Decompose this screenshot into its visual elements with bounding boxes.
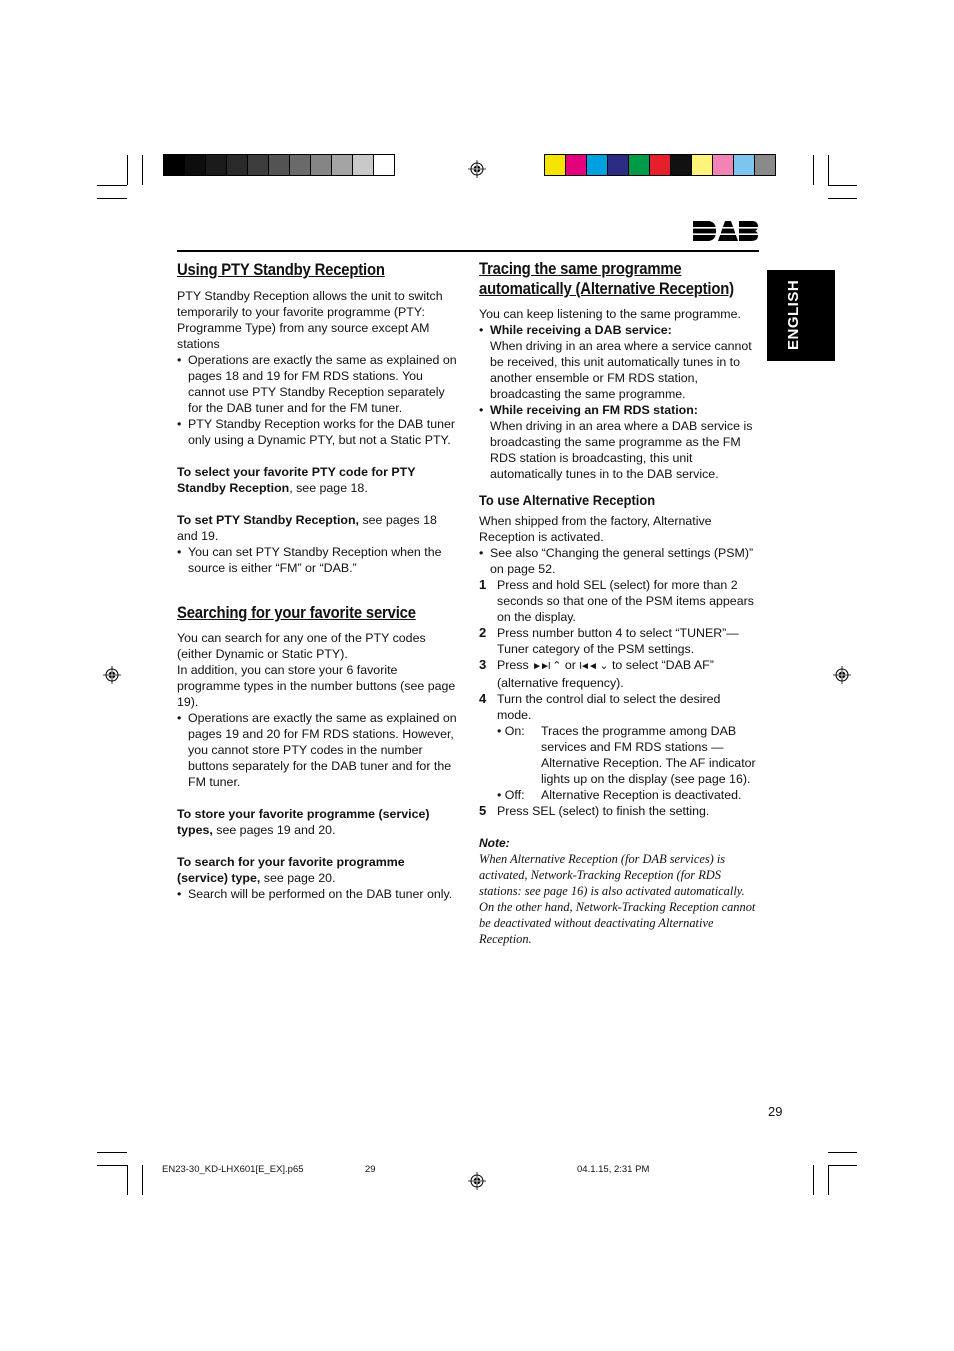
color-swatch (310, 154, 332, 176)
crop-mark (97, 185, 127, 186)
mode-option-off: • Off: Alternative Reception is deactivated. (497, 788, 742, 802)
color-swatch (712, 154, 734, 176)
crop-mark (828, 1165, 857, 1166)
section-title-searching: Searching for your favorite service (177, 604, 416, 622)
instruction: To search for your favorite programme (service) type, see page 20. (177, 855, 405, 885)
color-swatch (184, 154, 206, 176)
subsection-title: To use Alternative Reception (479, 492, 656, 508)
down-chevron-icon: ⌄ (599, 660, 609, 672)
crop-mark (828, 1152, 857, 1153)
paragraph: You can keep listening to the same programme. (479, 307, 741, 321)
note-title: Note: (479, 836, 510, 850)
paragraph: PTY Standby Reception allows the unit to switch temporarily to your favorite programme (PTY: Programme Type) from any source except AM stations (177, 289, 443, 351)
section-title-pty-standby: Using PTY Standby Reception (177, 261, 385, 279)
crop-mark (97, 1152, 127, 1153)
color-swatch (670, 154, 692, 176)
instruction: To store your favorite programme (service) types, see pages 19 and 20. (177, 807, 430, 837)
note-text: When Alternative Reception (for DAB services) is activated, Network-Tracking Reception (for RDS stations: see page 16) is also activated automatically. On the other hand, Network-Tracking Reception cannot be deactivated without deactivating Alternative Reception. (479, 852, 756, 946)
color-swatch (226, 154, 248, 176)
registration-mark-icon (833, 666, 851, 684)
paragraph: When shipped from the factory, Alternative Reception is activated. (479, 514, 712, 544)
bullet-item: • Search will be performed on the DAB tuner only. (177, 886, 457, 902)
language-tab-label: ENGLISH (785, 279, 802, 350)
crop-mark (97, 198, 127, 199)
instruction: To set PTY Standby Reception, see pages 18 and 19. (177, 513, 437, 543)
color-swatch (691, 154, 713, 176)
up-chevron-icon: ⌃ (552, 660, 562, 672)
crop-mark (127, 155, 128, 185)
bullet-item: • While receiving a DAB service: When driving in an area where a service cannot be received, this unit automatically tunes in to another ensemble or FM RDS station, broadcasting the same programme. (479, 322, 757, 402)
paragraph: You can search for any one of the PTY codes (either Dynamic or Static PTY). (177, 631, 426, 661)
color-swatch (373, 154, 395, 176)
color-swatch (289, 154, 311, 176)
color-swatch (565, 154, 587, 176)
crop-mark (828, 1165, 829, 1195)
step-item: 3 Press ►►I ⌃ or I◄◄ ⌄ to select “DAB AF” (alternative frequency). (479, 657, 714, 690)
bullet-item: • See also “Changing the general settings (PSM)” on page 52. (479, 545, 757, 577)
crop-mark (142, 1165, 143, 1195)
mode-option-on: • On: Traces the programme among DAB services and FM RDS stations —Alternative Reception. The AF indicator lights up on the display (see page 16). (497, 724, 756, 786)
crop-mark (828, 155, 829, 185)
paragraph: In addition, you can store your 6 favorite programme types in the number buttons (see page 19). (177, 663, 456, 709)
crop-mark (828, 198, 857, 199)
registration-mark-icon (468, 160, 486, 178)
color-swatch (607, 154, 629, 176)
color-swatch (628, 154, 650, 176)
color-swatch (163, 154, 185, 176)
prev-down-icon: I◄◄ (579, 661, 596, 672)
color-swatch (352, 154, 374, 176)
crop-mark (813, 1165, 814, 1195)
gray-calibration-bar (164, 154, 395, 176)
bullet-item: • Operations are exactly the same as explained on pages 19 and 20 for FM RDS stations. However, you cannot store PTY codes in the number buttons separately for the DAB tuner and for the FM tuner. (177, 710, 457, 790)
top-rule (177, 250, 759, 252)
registration-mark-icon (103, 666, 121, 684)
footer-filename: EN23-30_KD-LHX601[E_EX].p65 (162, 1164, 304, 1175)
bullet-item: • Operations are exactly the same as explained on pages 18 and 19 for FM RDS stations. You cannot use PTY Standby Reception separately for the DAB tuner and for the FM tuner. (177, 352, 457, 416)
instruction: To select your favorite PTY code for PTY Standby Reception, see page 18. (177, 465, 416, 495)
color-swatch (331, 154, 353, 176)
step-item: 1 Press and hold SEL (select) for more than 2 seconds so that one of the PSM items appears on the display. (479, 577, 754, 624)
color-swatch (268, 154, 290, 176)
step-item: 4 Turn the control dial to select the desired mode. (479, 691, 721, 722)
bullet-item: • PTY Standby Reception works for the DAB tuner only using a Dynamic PTY, but not a Static PTY. (177, 416, 457, 448)
color-swatch (205, 154, 227, 176)
crop-mark (142, 155, 143, 185)
left-column (177, 260, 457, 902)
footer-page: 29 (365, 1164, 376, 1175)
color-calibration-bar (545, 154, 776, 176)
right-column (479, 259, 757, 947)
page-number: 29 (768, 1104, 783, 1119)
next-up-icon: ►►I (532, 661, 549, 672)
crop-mark (813, 155, 814, 185)
footer-timestamp: 04.1.15, 2:31 PM (577, 1164, 650, 1175)
crop-mark (828, 185, 857, 186)
color-swatch (586, 154, 608, 176)
color-swatch (247, 154, 269, 176)
color-swatch (544, 154, 566, 176)
color-swatch (733, 154, 755, 176)
step-item: 2 Press number button 4 to select “TUNER”—Tuner category of the PSM settings. (479, 625, 739, 656)
dab-logo (691, 219, 759, 243)
color-swatch (649, 154, 671, 176)
language-tab (767, 270, 835, 361)
color-swatch (754, 154, 776, 176)
section-title-tracing: Tracing the same programme automatically (Alternative Reception) (479, 260, 734, 298)
bullet-item: • You can set PTY Standby Reception when the source is either “FM” or “DAB.” (177, 544, 457, 576)
step-item: 5 Press SEL (select) to finish the setting. (479, 803, 710, 818)
registration-mark-icon (468, 1172, 486, 1190)
crop-mark (127, 1165, 128, 1195)
bullet-item: • While receiving an FM RDS station: When driving in an area where a DAB service is broadcasting the same programme as the FM RDS station is broadcasting, this unit automatically tunes in to the DAB service. (479, 402, 757, 482)
crop-mark (97, 1165, 127, 1166)
